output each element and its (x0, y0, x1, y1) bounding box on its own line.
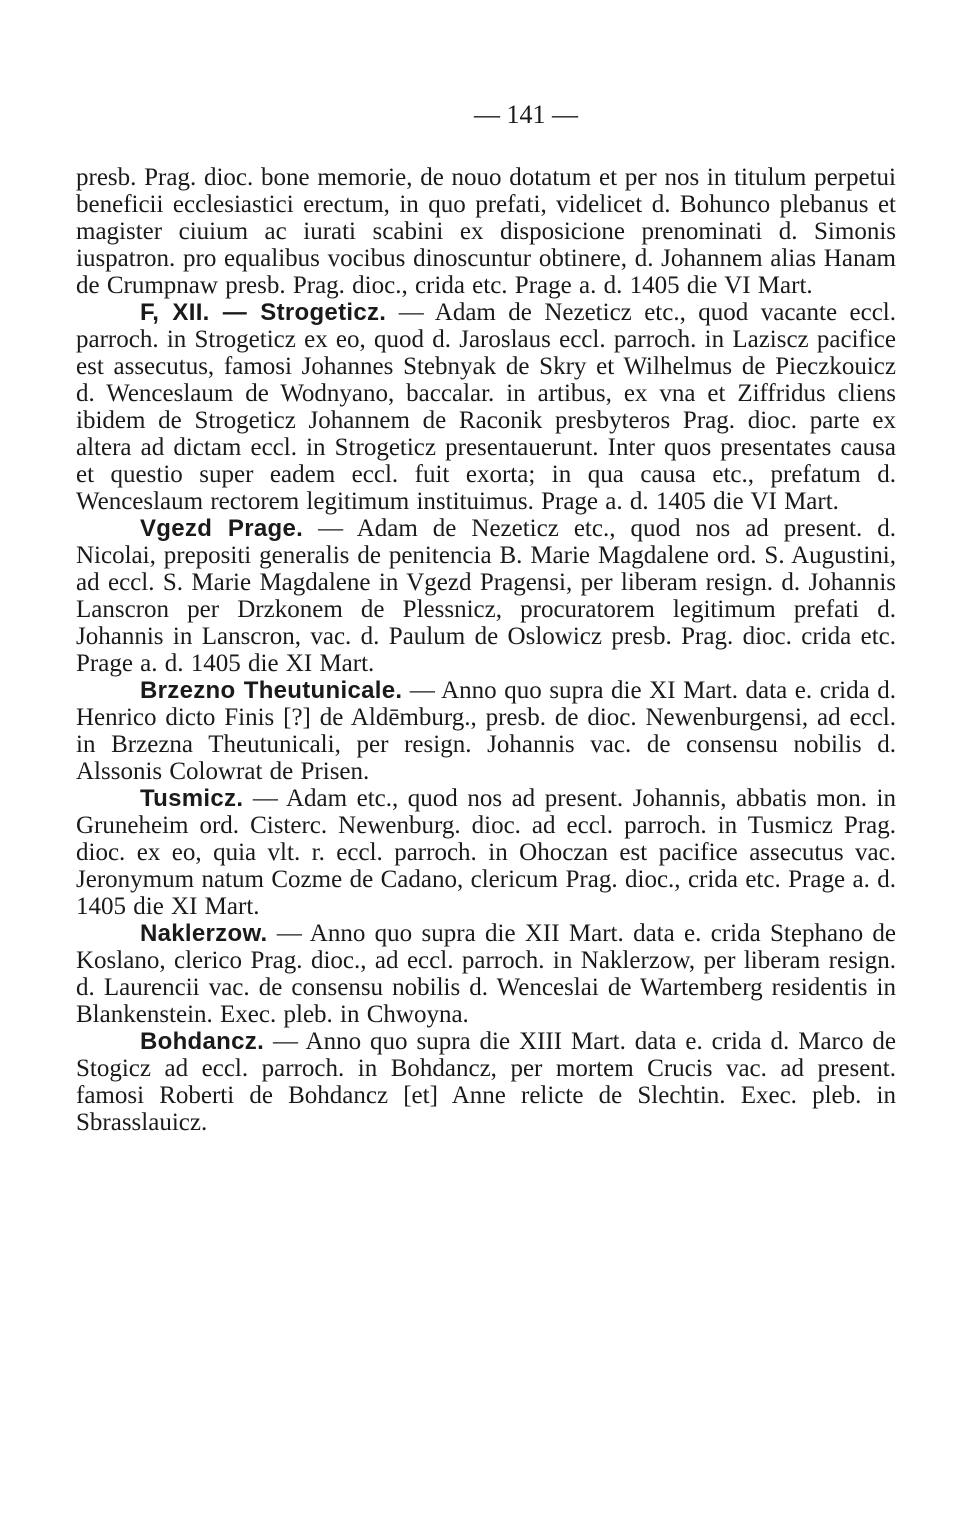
paragraph-text: presb. Prag. dioc. bone memorie, de nouo dotatum et per nos in titulum perpetui beneficii ecclesiastici erectum, in quo prefati, videlicet d. Bohunco plebanus et magister ciuium ac iurati scabini ex disposicione prenominati d. Simonis iuspatron. pro equalibus vocibus dinoscuntur obtinere, d. Johannem alias Hanam de Crumpnaw presb. Prag. dioc., crida etc. Prage a. d. 1405 die VI Mart. (76, 164, 896, 299)
entry-heading: Tusmicz. (140, 785, 244, 812)
page-number: — 141 — (474, 100, 578, 129)
entry-separator: — (386, 299, 435, 326)
entry-text: Anno quo supra die XIII Mart. data e. crida d. Marco de Stogicz ad eccl. parroch. in Bohdancz, per mortem Crucis vac. ad present. famosi Roberti de Bohdancz [et] Anne relicte de Slechtin. Exec. pleb. in Sbrasslauicz. (76, 1028, 896, 1136)
entry-separator: — (402, 677, 442, 704)
entry-bohdancz (76, 1028, 896, 1136)
entry-separator: — (243, 785, 286, 812)
document-page (76, 100, 896, 1136)
entry-strogeticz (76, 299, 896, 515)
entry-heading: Naklerzow. (140, 920, 268, 947)
entry-text: Anno quo supra die XI Mart. data e. crida d. Henrico dicto Finis [?] de Aldēmburg., presb. de dioc. Newenburgensi, ad eccl. in Brzezna Theutunicali, per resign. Johannis vac. de consensu nobilis d. Alssonis Colowrat de Prisen. (76, 677, 896, 785)
entry-text: Adam etc., quod nos ad present. Johannis, abbatis mon. in Gruneheim ord. Cisterc. Newenburg. dioc. ad eccl. parroch. in Tusmicz Prag. dioc. ex eo, quia vlt. r. eccl. parroch. in Ohoczan est pacifice assecutus vac. Jeronymum natum Cozme de Cadano, clericum Prag. dioc., crida etc. Prage a. d. 1405 die XI Mart. (76, 785, 896, 920)
entry-vgezd-prage (76, 515, 896, 677)
entry-separator: — (303, 515, 357, 542)
entry-heading: Vgezd Prage. (140, 515, 304, 542)
entry-naklerzow (76, 920, 896, 1028)
entry-separator: — (264, 1028, 306, 1055)
entry-brzezno-theutunicale (76, 677, 896, 785)
entry-text: Adam de Nezeticz etc., quod vacante eccl. parroch. in Strogeticz ex eo, quod d. Jaroslaus eccl. parroch. in Laziscz pacifice est assecutus, famosi Johannes Stebnyak de Skry et Wilhelmus de Pieczkouicz d. Wenceslaum de Wodnyano, baccalar. in artibus, ex vna et Ziffridus cliens ibidem de Strogeticz Johannem de Raconik presbyteros Prag. dioc. parte ex altera ad dictam eccl. in Strogeticz presentauerunt. Inter quos presentates causa et questio super eadem eccl. fuit exorta; in qua causa etc., prefatum d. Wenceslaum rectorem legitimum instituimus. Prage a. d. 1405 die VI Mart. (76, 299, 896, 515)
entry-separator: — (267, 920, 310, 947)
entry-heading: F, XII. — Strogeticz. (140, 299, 387, 326)
entry-heading: Brzezno Theutunicale. (140, 677, 403, 704)
entry-heading: Bohdancz. (140, 1028, 265, 1055)
entry-tusmicz (76, 785, 896, 920)
entry-text: Anno quo supra die XII Mart. data e. crida Stephano de Koslano, clerico Prag. dioc., ad eccl. parroch. in Naklerzow, per liberam resign. d. Laurencii vac. de consensu nobilis d. Wenceslai de Wartemberg residentis in Blankenstein. Exec. pleb. in Chwoyna. (76, 920, 897, 1028)
paragraph-continued (76, 164, 896, 299)
entry-text: Adam de Nezeticz etc., quod nos ad present. d. Nicolai, prepositi generalis de penitencia B. Marie Magdalene ord. S. Augustini, ad eccl. S. Marie Magdalene in Vgezd Pragensi, per liberam resign. d. Johannis Lanscron per Drzkonem de Plessnicz, procuratorem legitimum prefati d. Johannis in Lanscron, vac. d. Paulum de Oslowicz presb. Prag. dioc. crida etc. Prage a. d. 1405 die XI Mart. (76, 515, 896, 677)
